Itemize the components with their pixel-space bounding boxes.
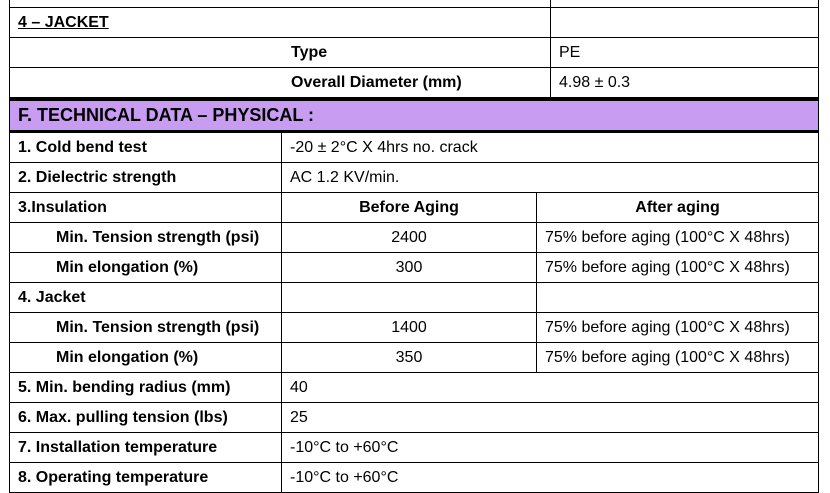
jacket-tension-after: 75% before aging (100°C X 48hrs): [537, 313, 819, 343]
pulling-tension-value: 25: [282, 403, 819, 433]
insulation-tension-row: [10, 223, 819, 253]
jacket-tension-row: [10, 313, 819, 343]
dielectric-label: 2. Dielectric strength: [10, 163, 282, 193]
jacket-type-label: Type: [10, 38, 551, 68]
jacket-label: 4. Jacket: [10, 283, 282, 313]
insulation-tension-label: Min. Tension strength (psi): [10, 223, 282, 253]
jacket-diameter-value: 4.98 ± 0.3: [551, 68, 819, 98]
jacket-table: [9, 0, 819, 98]
spec-sheet: [9, 0, 818, 493]
jacket-elongation-before: 350: [282, 343, 537, 373]
before-aging-header: Before Aging: [282, 193, 537, 223]
jacket-heading-row: [10, 8, 819, 38]
operating-temp-label: 8. Operating temperature: [10, 463, 282, 493]
install-temp-value: -10°C to +60°C: [282, 433, 819, 463]
bending-radius-row: [10, 373, 819, 403]
operating-temp-value: -10°C to +60°C: [282, 463, 819, 493]
dielectric-row: [10, 163, 819, 193]
insulation-elongation-label: Min elongation (%): [10, 253, 282, 283]
operating-temp-row: [10, 463, 819, 493]
jacket-tension-label: Min. Tension strength (psi): [10, 313, 282, 343]
jacket-heading: 4 – JACKET: [10, 8, 551, 38]
insulation-header-row: [10, 193, 819, 223]
pulling-tension-row: [10, 403, 819, 433]
jacket-tension-before: 1400: [282, 313, 537, 343]
jacket-elongation-after: 75% before aging (100°C X 48hrs): [537, 343, 819, 373]
insulation-tension-before: 2400: [282, 223, 537, 253]
bending-radius-value: 40: [282, 373, 819, 403]
jacket-elongation-label: Min elongation (%): [10, 343, 282, 373]
jacket-header-row: [10, 283, 819, 313]
cold-bend-value: -20 ± 2°C X 4hrs no. crack: [282, 132, 819, 163]
insulation-elongation-before: 300: [282, 253, 537, 283]
physical-table: [9, 98, 819, 493]
top-empty-row: [10, 0, 819, 8]
jacket-diameter-row: [10, 68, 819, 98]
section-title: F. TECHNICAL DATA – PHYSICAL :: [10, 100, 819, 132]
jacket-type-value: PE: [551, 38, 819, 68]
insulation-elongation-row: [10, 253, 819, 283]
cold-bend-row: [10, 132, 819, 163]
jacket-type-row: [10, 38, 819, 68]
jacket-elongation-row: [10, 343, 819, 373]
bending-radius-label: 5. Min. bending radius (mm): [10, 373, 282, 403]
insulation-tension-after: 75% before aging (100°C X 48hrs): [537, 223, 819, 253]
section-header-row: [10, 100, 819, 132]
install-temp-row: [10, 433, 819, 463]
cold-bend-label: 1. Cold bend test: [10, 132, 282, 163]
insulation-label: 3.Insulation: [10, 193, 282, 223]
pulling-tension-label: 6. Max. pulling tension (lbs): [10, 403, 282, 433]
dielectric-value: AC 1.2 KV/min.: [282, 163, 819, 193]
insulation-elongation-after: 75% before aging (100°C X 48hrs): [537, 253, 819, 283]
jacket-diameter-label: Overall Diameter (mm): [10, 68, 551, 98]
install-temp-label: 7. Installation temperature: [10, 433, 282, 463]
after-aging-header: After aging: [537, 193, 819, 223]
